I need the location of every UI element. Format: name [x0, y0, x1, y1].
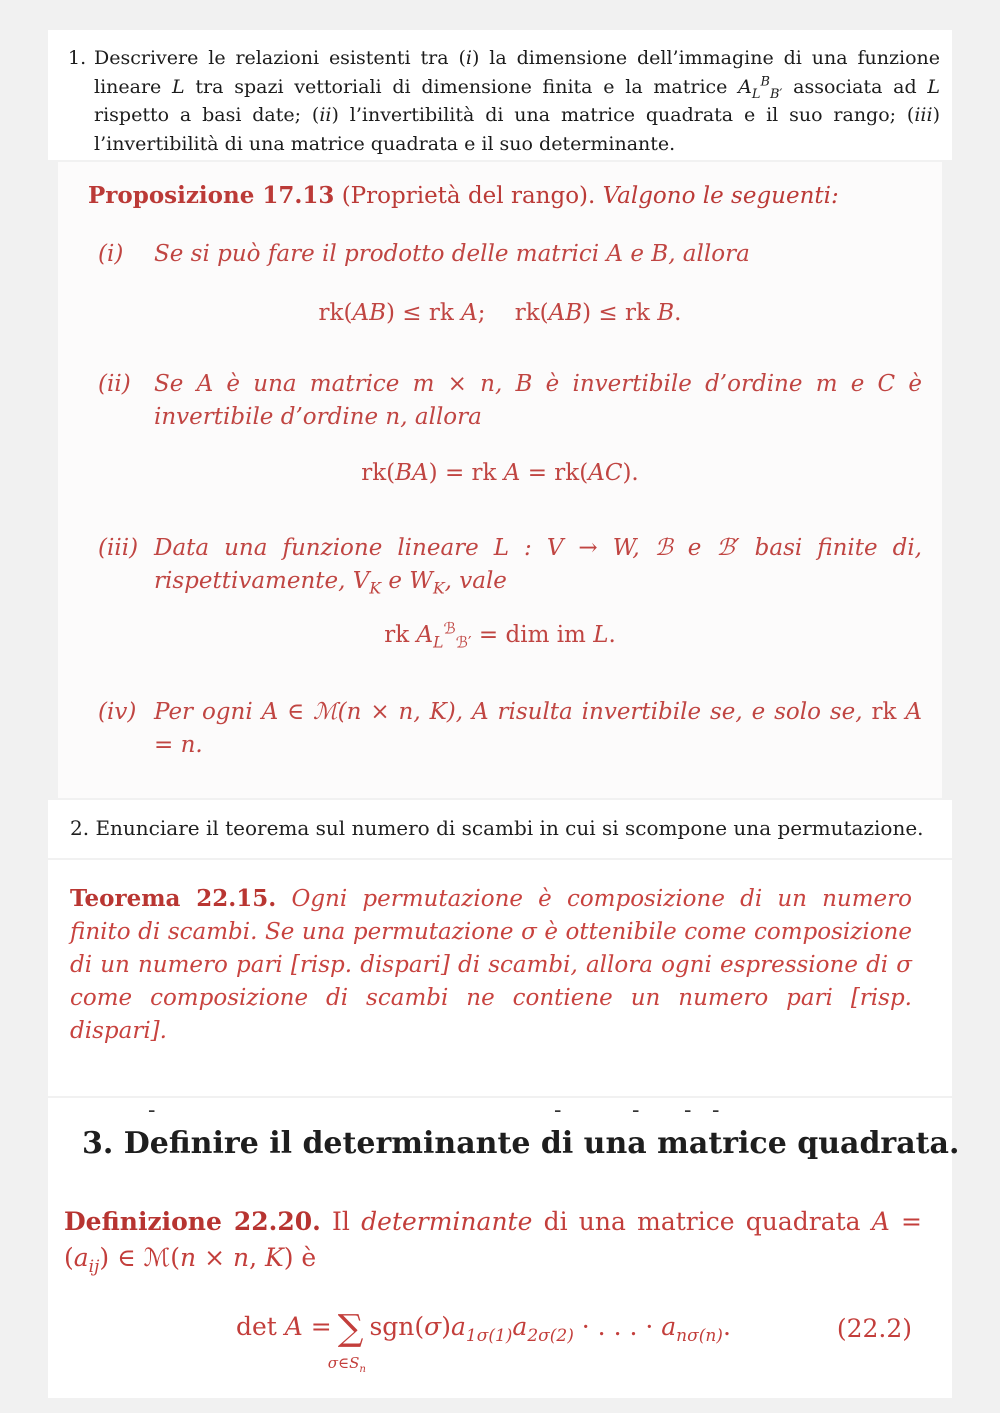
proposition-title	[88, 182, 839, 209]
proposition-item-iii: (iii) Data una funzione lineare L : V → W, ℬ e ℬ′ basi finite di, rispettivamente, $V_K$ e $W_K$, vale	[98, 535, 922, 598]
formula-iii: rk $A_L^ℬ_{ℬ'}$ = dim im L.	[384, 618, 616, 652]
definition-panel	[48, 1098, 960, 1398]
definition-title: Definizione 22.20.	[64, 1207, 321, 1236]
stray-mark: -	[632, 1098, 640, 1123]
definition-text: Definizione 22.20. Il determinante di una matrice quadrata $A = (a_{ij})$ ∈ ℳ(n × n, K) è	[64, 1207, 923, 1277]
proposition-number: Proposizione 17.13	[88, 182, 335, 209]
theorem-text: Teorema 22.15. Ogni permutazione è composizione di un numero finito di scambi. Se una permutazione σ è ottenibile come composizione di un numero pari [risp. dispari] di scambi, allora ogni espressione di σ come composizione di scambi ne contiene un numero pari [risp. dispari].	[70, 885, 913, 1044]
theorem-panel	[48, 860, 952, 1096]
question-1: 1. Descrivere le relazioni esistenti tra (i) la dimensione dell’immagine di una funzione lineare L tra spazi vettoriali di dimensione finita e la matrice $A_L^B_{B'}$ associata ad L rispetto a basi date; (ii) l’invertibilità di una matrice quadrata e il suo rango; (iii) l’invertibilità di una matrice quadrata e il suo determinante.	[94, 44, 940, 158]
proposition-item-i: (i) Se si può fare il prodotto delle matrici A e B, allora	[98, 241, 750, 267]
theorem-title: Teorema 22.15.	[70, 885, 277, 912]
determinant-formula: det A = ∑ $\sigma\in S_n$ $sgn(\sigma)a_{1\sigma(1)}a_{2\sigma(2)}$ · . . . · $a_{n\sigma(n)}$.	[236, 1308, 731, 1375]
proposition-item-ii: (ii) Se A è una matrice m × n, B è invertibile d’ordine m e C è invertibile d’ordine n, allora	[98, 371, 922, 430]
sum-symbol: ∑ $\sigma\in S_n$	[327, 1308, 366, 1375]
question-2: 2. Enunciare il teorema sul numero di scambi in cui si scompone una permutazione.	[70, 816, 924, 840]
equation-number: (22.2)	[836, 1314, 912, 1343]
proposition-item-iv: (iv) Per ogni A ∈ ℳ(n × n, K), A risulta invertibile se, e solo se, rk A = n.	[98, 699, 922, 758]
stray-mark: -	[712, 1098, 720, 1123]
question-1-panel	[48, 30, 952, 160]
proposition-intro: Valgono le seguenti:	[602, 183, 839, 209]
proposition-panel	[58, 162, 942, 798]
question-3: 3. Definire il determinante di una matrice quadrata.	[82, 1126, 960, 1161]
question-1-number: 1.	[68, 47, 87, 69]
question-2-panel	[48, 800, 952, 858]
formula-ii: rk(BA) = rk A = rk(AC).	[361, 460, 639, 486]
stray-mark: -	[148, 1098, 156, 1123]
stray-mark: -	[684, 1098, 692, 1123]
formula-i: rk(AB) ≤ rk A; rk(AB) ≤ rk B.	[318, 300, 682, 326]
stray-mark: -	[554, 1098, 562, 1123]
proposition-subtitle: (Proprietà del rango).	[341, 183, 596, 209]
